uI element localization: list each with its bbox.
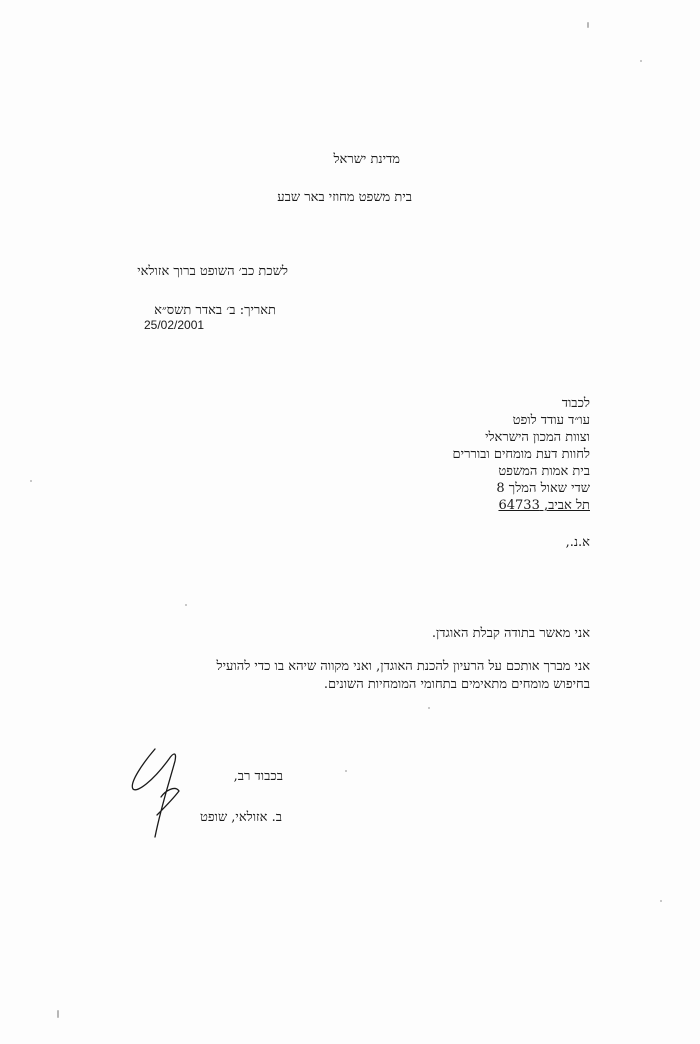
scan-speck — [30, 480, 32, 482]
recipient-line-6: תל אביב, 64733 — [498, 498, 590, 513]
court-heading: בית משפט מחוזי באר שבע — [277, 190, 412, 205]
recipient-line-1: עו״ד עודד לופט — [512, 413, 590, 428]
body-paragraph-2-line-1: אני מברך אותכם על הרעיון להכנת האוגדן, ואני מקווה שיהא בו כדי להועיל — [216, 659, 590, 674]
scan-speck — [428, 707, 430, 709]
body-paragraph-2-line-2: בחיפוש מומחים מתאימים בתחומי המומחיות השונים. — [323, 677, 590, 692]
closing-regards: בכבוד רב, — [233, 769, 283, 784]
date-gregorian: 25/02/2001 — [144, 318, 205, 332]
recipient-line-2: וצוות המכון הישראלי — [485, 430, 590, 445]
scan-speck — [57, 1010, 59, 1018]
recipient-line-5: שדי שאול המלך 8 — [496, 481, 590, 496]
recipient-line-4: בית אמות המשפט — [498, 464, 590, 479]
greeting: א.נ., — [565, 535, 590, 550]
scan-speck — [587, 22, 589, 28]
recipient-salutation: לכבוד — [561, 396, 590, 411]
scan-speck — [660, 900, 662, 902]
scan-speck — [345, 770, 347, 772]
body-paragraph-1: אני מאשר בתודה קבלת האוגדן. — [431, 626, 590, 641]
recipient-line-3: לחוות דעת מומחים ובוררים — [452, 447, 590, 462]
scan-speck — [640, 60, 642, 62]
date-hebrew: תאריך: ב׳ באדר תשס״א — [154, 303, 276, 318]
handwritten-signature — [125, 745, 195, 840]
signer-name: ב. אזולאי, שופט — [199, 810, 282, 825]
chambers-title: לשכת כב׳ השופט ברוך אזולאי — [137, 264, 288, 279]
state-heading: מדינת ישראל — [333, 152, 400, 167]
scan-speck — [185, 604, 187, 606]
